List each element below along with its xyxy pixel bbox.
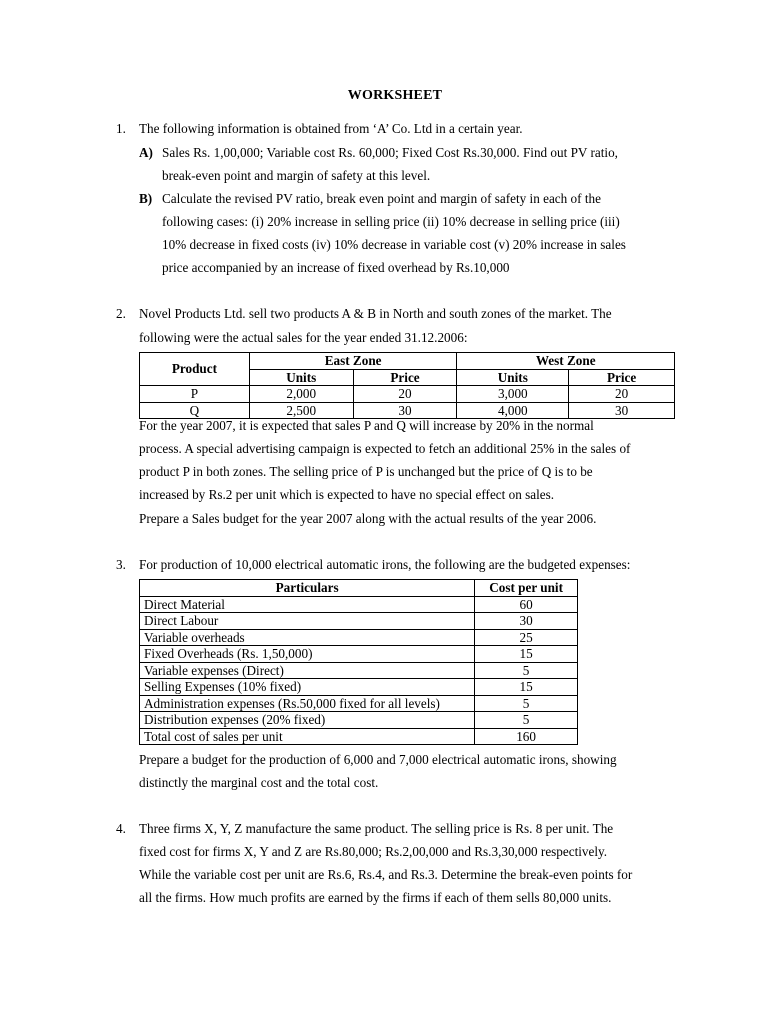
west-price-header: Price xyxy=(569,369,675,386)
q4-line: While the variable cost per unit are Rs.6, Rs.4, and Rs.3. Determine the break-even points for xyxy=(139,867,633,882)
cost-cell: 25 xyxy=(475,629,578,646)
table-row xyxy=(140,386,675,403)
q1-a-label: A) xyxy=(139,145,153,160)
cost-per-unit-header: Cost per unit xyxy=(475,580,578,597)
east-units-cell: 2,500 xyxy=(249,402,353,419)
q2-after-line: increased by Rs.2 per unit which is expected to have no special effect on sales. xyxy=(139,487,555,502)
q3-after-line: distinctly the marginal cost and the total cost. xyxy=(139,775,379,790)
particular-cell: Distribution expenses (20% fixed) xyxy=(140,712,475,729)
page-title: WORKSHEET xyxy=(347,88,443,103)
particular-cell: Administration expenses (Rs.50,000 fixed for all levels) xyxy=(140,695,475,712)
east-units-header: Units xyxy=(249,369,353,386)
east-zone-header: East Zone xyxy=(249,353,457,370)
q1-b-line: price accompanied by an increase of fixed overhead by Rs.10,000 xyxy=(162,260,510,275)
q1-b-line: Calculate the revised PV ratio, break even point and margin of safety in each of the xyxy=(162,191,601,206)
table-row xyxy=(140,402,675,419)
q1-number: 1. xyxy=(116,121,126,136)
product-cell: Q xyxy=(140,402,250,419)
expenses-table xyxy=(139,579,578,745)
cost-cell: 5 xyxy=(475,662,578,679)
q3-after-line: Prepare a budget for the production of 6,000 and 7,000 electrical automatic irons, showing xyxy=(139,752,617,767)
q3-intro: For production of 10,000 electrical automatic irons, the following are the budgeted expenses: xyxy=(139,557,631,572)
q2-number: 2. xyxy=(116,306,126,321)
west-price-cell: 20 xyxy=(569,386,675,403)
particular-cell: Variable expenses (Direct) xyxy=(140,662,475,679)
cost-cell: 60 xyxy=(475,596,578,613)
cost-cell: 5 xyxy=(475,695,578,712)
particular-cell: Direct Labour xyxy=(140,613,475,630)
particulars-header: Particulars xyxy=(140,580,475,597)
q3-number: 3. xyxy=(116,557,126,572)
particular-cell: Direct Material xyxy=(140,596,475,613)
west-zone-header: West Zone xyxy=(457,353,675,370)
q1-b-line: 10% decrease in fixed costs (iv) 10% decrease in variable cost (v) 20% increase in sales xyxy=(162,237,626,252)
table-header-row xyxy=(140,580,578,597)
cost-cell: 15 xyxy=(475,679,578,696)
product-header: Product xyxy=(140,353,250,386)
table-row xyxy=(140,679,578,696)
west-price-cell: 30 xyxy=(569,402,675,419)
q1-a-line: Sales Rs. 1,00,000; Variable cost Rs. 60,000; Fixed Cost Rs.30,000. Find out PV ratio, xyxy=(162,145,618,160)
particular-cell: Fixed Overheads (Rs. 1,50,000) xyxy=(140,646,475,663)
q4-number: 4. xyxy=(116,821,126,836)
product-cell: P xyxy=(140,386,250,403)
table-row xyxy=(140,695,578,712)
q2-intro-line: Novel Products Ltd. sell two products A & B in North and south zones of the market. The xyxy=(139,306,612,321)
cost-cell: 15 xyxy=(475,646,578,663)
cost-cell: 160 xyxy=(475,728,578,745)
west-units-cell: 4,000 xyxy=(457,402,569,419)
q2-after-line: For the year 2007, it is expected that sales P and Q will increase by 20% in the normal xyxy=(139,418,594,433)
q1-b-label: B) xyxy=(139,191,153,206)
west-units-cell: 3,000 xyxy=(457,386,569,403)
cost-cell: 30 xyxy=(475,613,578,630)
east-price-cell: 20 xyxy=(353,386,457,403)
q4-line: Three firms X, Y, Z manufacture the same product. The selling price is Rs. 8 per unit. The xyxy=(139,821,614,836)
table-row xyxy=(140,712,578,729)
table-header-row xyxy=(140,353,675,370)
q2-intro-line: following were the actual sales for the year ended 31.12.2006: xyxy=(139,330,468,345)
table-row xyxy=(140,613,578,630)
particular-cell: Selling Expenses (10% fixed) xyxy=(140,679,475,696)
particular-cell: Variable overheads xyxy=(140,629,475,646)
table-row xyxy=(140,646,578,663)
q2-after-line: process. A special advertising campaign is expected to fetch an additional 25% in the sales of xyxy=(139,441,631,456)
west-units-header: Units xyxy=(457,369,569,386)
q4-line: all the firms. How much profits are earned by the firms if each of them sells 80,000 units. xyxy=(139,890,612,905)
particular-cell: Total cost of sales per unit xyxy=(140,728,475,745)
east-price-cell: 30 xyxy=(353,402,457,419)
q2-after-line: product P in both zones. The selling price of P is unchanged but the price of Q is to be xyxy=(139,464,593,479)
east-price-header: Price xyxy=(353,369,457,386)
table-row xyxy=(140,728,578,745)
sales-table xyxy=(139,352,675,419)
table-row xyxy=(140,629,578,646)
q4-line: fixed cost for firms X, Y and Z are Rs.80,000; Rs.2,00,000 and Rs.3,30,000 respectively. xyxy=(139,844,608,859)
table-row xyxy=(140,662,578,679)
q1-a-line: break-even point and margin of safety at this level. xyxy=(162,168,431,183)
q1-b-line: following cases: (i) 20% increase in selling price (ii) 10% decrease in selling price (iii) xyxy=(162,214,620,229)
table-row xyxy=(140,596,578,613)
cost-cell: 5 xyxy=(475,712,578,729)
east-units-cell: 2,000 xyxy=(249,386,353,403)
q2-after-line: Prepare a Sales budget for the year 2007 along with the actual results of the year 2006. xyxy=(139,511,597,526)
q1-intro: The following information is obtained from ‘A’ Co. Ltd in a certain year. xyxy=(139,121,523,136)
